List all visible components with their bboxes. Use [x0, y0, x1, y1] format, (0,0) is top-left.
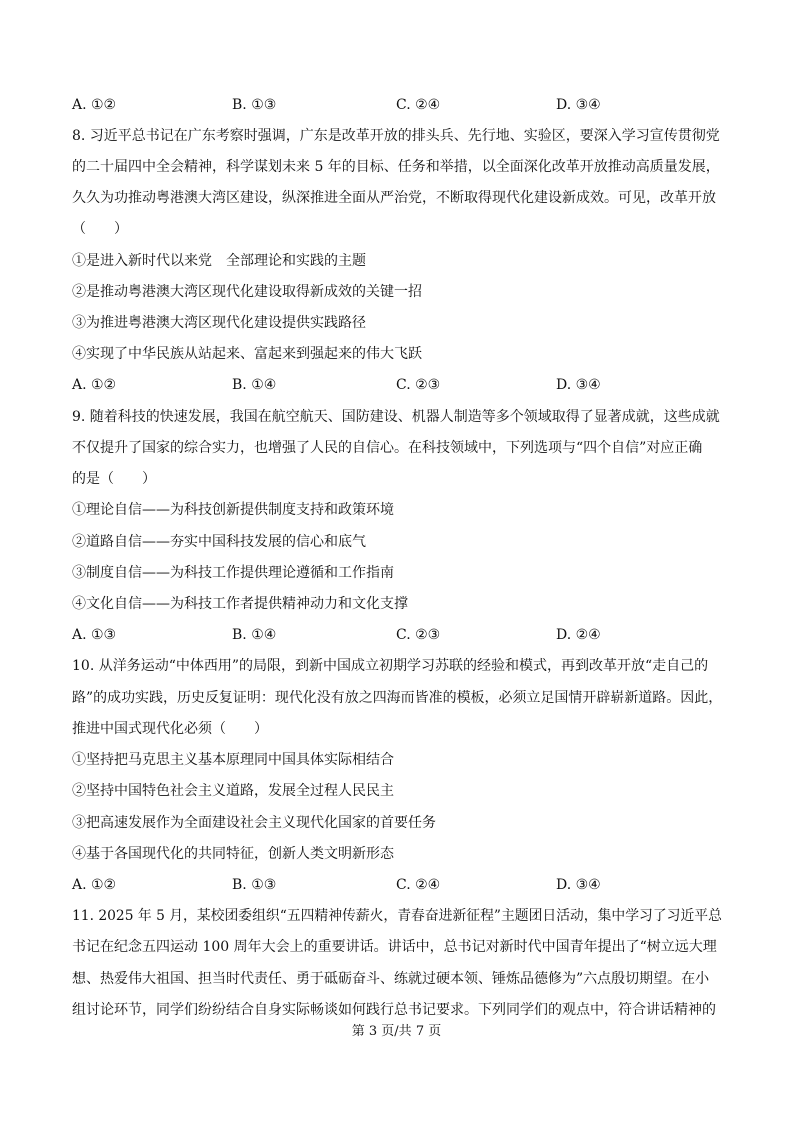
q9-options: [72, 625, 722, 645]
q9-option-c[interactable]: C. ②③: [396, 627, 441, 643]
q9-stem-line-2: 不仅提升了国家的综合实力，也增强了人民的自信心。在科技领域中，下列选项与“四个自信”对应正确: [72, 440, 703, 456]
q7-options: [72, 95, 722, 115]
q10-option-b[interactable]: B. ①③: [232, 877, 277, 893]
q8-statement-1: ①是进入新时代以来党 全部理论和实践的主题: [72, 253, 366, 269]
q11-stem-line-4: 组讨论环节，同学们纷纷结合自身实际畅谈如何践行总书记要求。下列同学们的观点中，符合讲话精神的: [72, 1002, 716, 1018]
q9-statement-3: ③制度自信——为科技工作提供理论遵循和工作指南: [72, 565, 394, 581]
q8-option-a[interactable]: A. ①②: [72, 377, 117, 393]
q8-stem-line-4: （ ）: [72, 221, 128, 237]
q10-stem-line-3: 推进中国式现代化必须（ ）: [72, 721, 268, 737]
q8-option-d[interactable]: D. ③④: [556, 377, 601, 393]
q9-stem-line-1: 9. 随着科技的快速发展，我国在航空航天、国防建设、机器人制造等多个领域取得了显著成就，这些成就: [72, 409, 720, 425]
q10-option-a[interactable]: A. ①②: [72, 877, 117, 893]
q7-option-c[interactable]: C. ②④: [396, 97, 441, 113]
q7-option-a[interactable]: A. ①②: [72, 97, 117, 113]
q8-stem-line-2: 的二十届四中全会精神，科学谋划未来 5 年的目标、任务和举措，以全面深化改革开放推动高质量发展，: [72, 159, 720, 175]
q10-options: [72, 875, 722, 895]
q8-stem-line-1: 8. 习近平总书记在广东考察时强调，广东是改革开放的排头兵、先行地、实验区，要深入学习宣传贯彻党: [72, 128, 720, 144]
q10-stem-line-2: 路”的成功实践，历史反复证明：现代化没有放之四海而皆准的模板，必须立足国情开辟崭新道路。因此，: [72, 690, 723, 706]
q8-statement-2: ②是推动粤港澳大湾区现代化建设取得新成效的关键一招: [72, 284, 422, 300]
q9-statement-1: ①理论自信——为科技创新提供制度支持和政策环境: [72, 502, 394, 518]
page-number-footer: 第 3 页/共 7 页: [351, 1024, 442, 1039]
q11-stem-line-2: 书记在纪念五四运动 100 周年大会上的重要讲话。讲话中，总书记对新时代中国青年提出了“树立远大理: [72, 939, 717, 955]
q7-option-b[interactable]: B. ①③: [232, 97, 277, 113]
q9-option-a[interactable]: A. ①③: [72, 627, 117, 643]
q8-statement-3: ③为推进粤港澳大湾区现代化建设提供实践路径: [72, 315, 366, 331]
q8-statement-4: ④实现了中华民族从站起来、富起来到强起来的伟大飞跃: [72, 346, 422, 362]
q8-options: [72, 375, 722, 395]
q9-option-b[interactable]: B. ①④: [232, 627, 277, 643]
q11-stem-line-3: 想、热爱伟大祖国、担当时代责任、勇于砥砺奋斗、练就过硬本领、锤炼品德修为”六点殷切期望。在小: [72, 971, 710, 987]
q10-option-c[interactable]: C. ②④: [396, 877, 441, 893]
q9-stem-line-3: 的是（ ）: [72, 471, 156, 487]
q10-statement-3: ③把高速发展作为全面建设社会主义现代化国家的首要任务: [72, 815, 436, 831]
q9-statement-4: ④文化自信——为科技工作者提供精神动力和文化支撑: [72, 596, 408, 612]
q7-option-d[interactable]: D. ③④: [556, 97, 601, 113]
q9-option-d[interactable]: D. ②④: [556, 627, 601, 643]
q9-statement-2: ②道路自信——夯实中国科技发展的信心和底气: [72, 534, 366, 550]
q10-stem-line-1: 10. 从洋务运动“中体西用”的局限，到新中国成立初期学习苏联的经验和模式，再到改革开放“走自己的: [72, 658, 709, 674]
q10-statement-1: ①坚持把马克思主义基本原理同中国具体实际相结合: [72, 752, 394, 768]
q8-stem-line-3: 久久为功推动粤港澳大湾区建设，纵深推进全面从严治党，不断取得现代化建设新成效。可见，改革开放: [72, 190, 716, 206]
q10-option-d[interactable]: D. ③④: [556, 877, 601, 893]
q8-option-b[interactable]: B. ①④: [232, 377, 277, 393]
q11-stem-line-1: 11. 2025 年 5 月，某校团委组织“五四精神传薪火，青春奋进新征程”主题团日活动，集中学习了习近平总: [72, 908, 722, 924]
q10-statement-2: ②坚持中国特色社会主义道路，发展全过程人民民主: [72, 783, 394, 799]
q8-option-c[interactable]: C. ②③: [396, 377, 441, 393]
q10-statement-4: ④基于各国现代化的共同特征，创新人类文明新形态: [72, 846, 394, 862]
